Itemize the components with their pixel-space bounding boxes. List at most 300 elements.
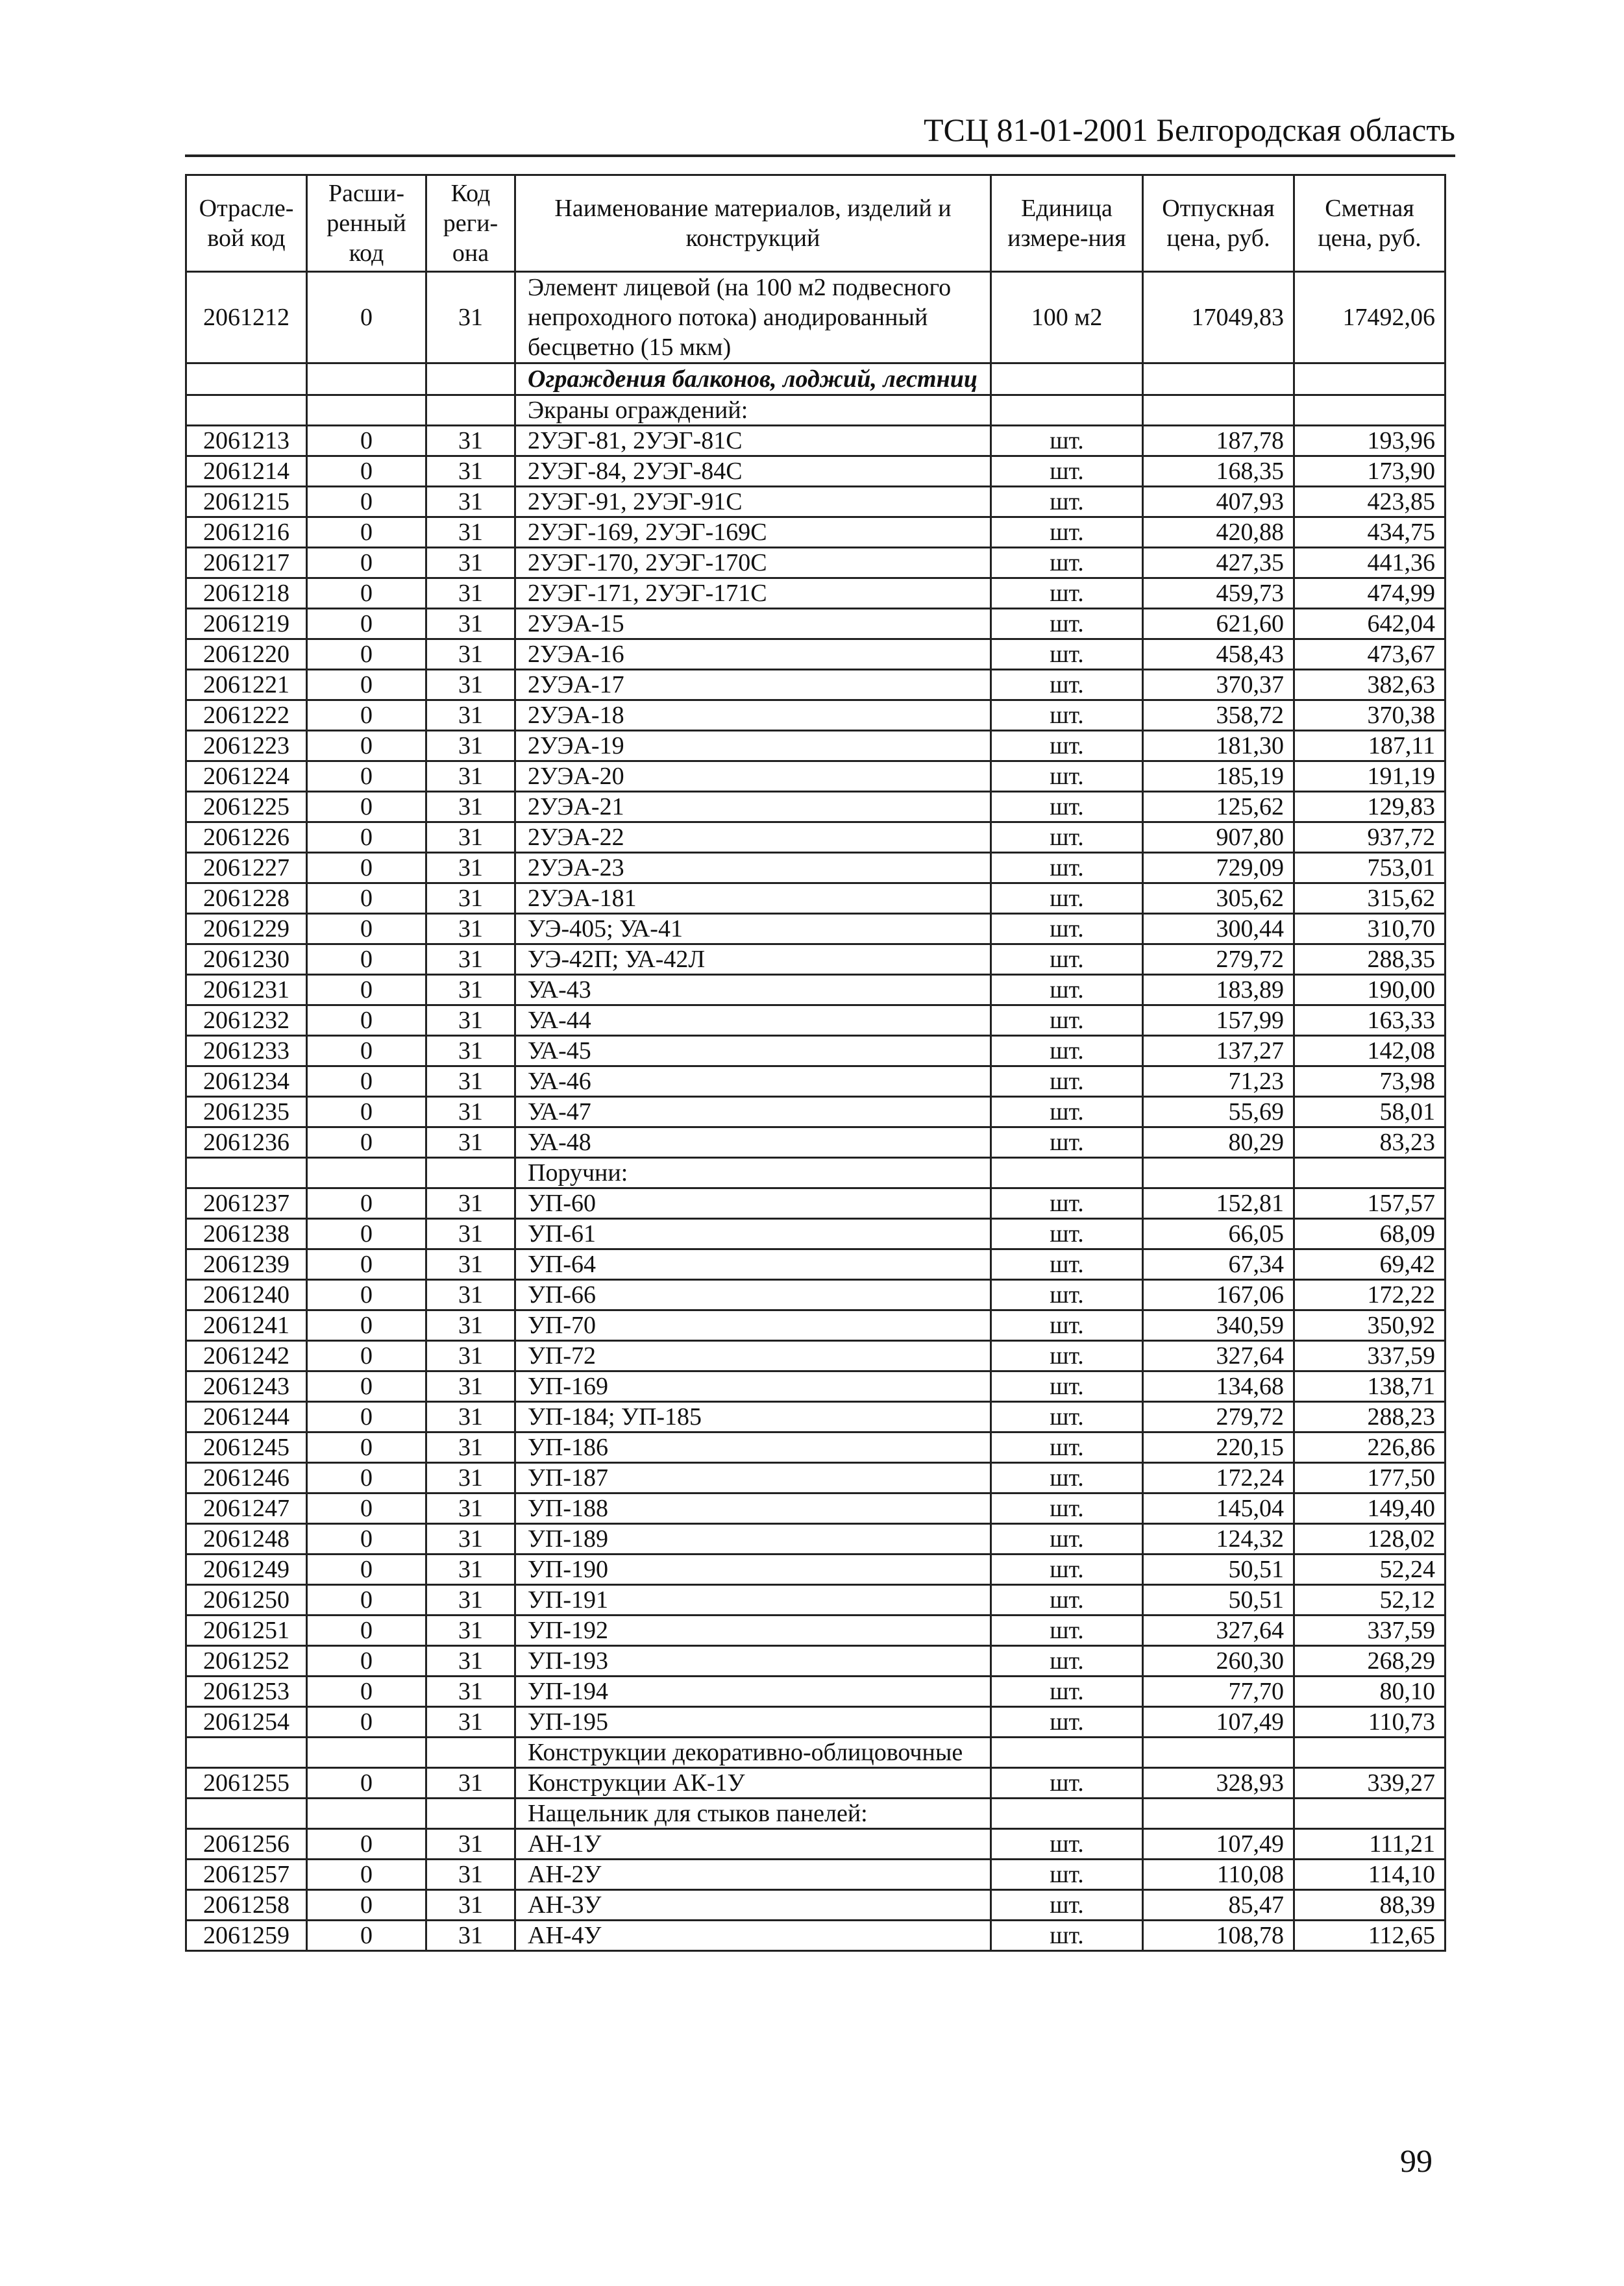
- table-row: [186, 1341, 1446, 1371]
- industry-code-cell: 2061240: [186, 1280, 307, 1310]
- empty-cell: [1294, 363, 1446, 395]
- unit-cell: шт.: [991, 792, 1143, 822]
- industry-code-cell: 2061256: [186, 1829, 307, 1860]
- release-price-cell: 125,62: [1143, 792, 1294, 822]
- region-code-cell: 31: [426, 731, 515, 761]
- item-name-cell: УЭ-405; УА-41: [515, 914, 991, 944]
- item-name-cell: 2УЭГ-171, 2УЭГ-171С: [515, 578, 991, 609]
- unit-cell: шт.: [991, 1646, 1143, 1677]
- extended-code-cell: 0: [307, 700, 426, 731]
- extended-code-cell: 0: [307, 1677, 426, 1707]
- region-code-cell: 31: [426, 1463, 515, 1493]
- table-row: [186, 1524, 1446, 1555]
- industry-code-cell: 2061242: [186, 1341, 307, 1371]
- industry-code-cell: 2061241: [186, 1310, 307, 1341]
- estimate-price-cell: 69,42: [1294, 1249, 1446, 1280]
- table-row: [186, 1768, 1446, 1799]
- region-code-cell: 31: [426, 1890, 515, 1921]
- item-name-cell: УА-46: [515, 1066, 991, 1097]
- table-row: [186, 1280, 1446, 1310]
- industry-code-cell: 2061215: [186, 487, 307, 517]
- item-name-cell: УП-189: [515, 1524, 991, 1555]
- extended-code-cell: 0: [307, 670, 426, 700]
- empty-cell: [307, 1158, 426, 1188]
- table-row: [186, 822, 1446, 853]
- empty-cell: [1294, 1158, 1446, 1188]
- estimate-price-cell: 17492,06: [1294, 272, 1446, 363]
- item-name-cell: УА-48: [515, 1127, 991, 1158]
- region-code-cell: 31: [426, 1249, 515, 1280]
- table-row: [186, 792, 1446, 822]
- release-price-cell: 55,69: [1143, 1097, 1294, 1127]
- table-row: [186, 1555, 1446, 1585]
- release-price-cell: 305,62: [1143, 883, 1294, 914]
- region-code-cell: 31: [426, 944, 515, 975]
- empty-cell: [991, 395, 1143, 426]
- extended-code-cell: 0: [307, 1097, 426, 1127]
- industry-code-cell: 2061232: [186, 1005, 307, 1036]
- subheading-row: [186, 1799, 1446, 1829]
- table-row: [186, 487, 1446, 517]
- unit-cell: шт.: [991, 609, 1143, 639]
- empty-cell: [307, 1799, 426, 1829]
- empty-cell: [307, 395, 426, 426]
- unit-cell: шт.: [991, 1616, 1143, 1646]
- release-price-cell: 17049,83: [1143, 272, 1294, 363]
- release-price-cell: 110,08: [1143, 1860, 1294, 1890]
- extended-code-cell: 0: [307, 1219, 426, 1249]
- unit-cell: шт.: [991, 1371, 1143, 1402]
- region-code-cell: 31: [426, 426, 515, 456]
- region-code-cell: 31: [426, 1555, 515, 1585]
- table-row: [186, 1127, 1446, 1158]
- industry-code-cell: 2061236: [186, 1127, 307, 1158]
- estimate-price-cell: 88,39: [1294, 1890, 1446, 1921]
- table-row: [186, 1249, 1446, 1280]
- table-row: [186, 1646, 1446, 1677]
- industry-code-cell: 2061237: [186, 1188, 307, 1219]
- unit-cell: шт.: [991, 517, 1143, 548]
- industry-code-cell: 2061234: [186, 1066, 307, 1097]
- estimate-price-cell: 83,23: [1294, 1127, 1446, 1158]
- estimate-price-cell: 370,38: [1294, 700, 1446, 731]
- extended-code-cell: 0: [307, 639, 426, 670]
- region-code-cell: 31: [426, 456, 515, 487]
- extended-code-cell: 0: [307, 822, 426, 853]
- column-header-unit: Единица измере-ния: [991, 175, 1143, 272]
- estimate-price-cell: 191,19: [1294, 761, 1446, 792]
- estimate-price-cell: 337,59: [1294, 1616, 1446, 1646]
- region-code-cell: 31: [426, 1707, 515, 1738]
- estimate-price-cell: 52,24: [1294, 1555, 1446, 1585]
- estimate-price-cell: 226,86: [1294, 1432, 1446, 1463]
- table-row: [186, 1493, 1446, 1524]
- unit-cell: шт.: [991, 1860, 1143, 1890]
- extended-code-cell: 0: [307, 1066, 426, 1097]
- table-row: [186, 1707, 1446, 1738]
- estimate-price-cell: 173,90: [1294, 456, 1446, 487]
- column-header-name: Наименование материалов, изделий и конструкций: [515, 175, 991, 272]
- release-price-cell: 172,24: [1143, 1463, 1294, 1493]
- extended-code-cell: 0: [307, 853, 426, 883]
- empty-cell: [1143, 1738, 1294, 1768]
- region-code-cell: 31: [426, 1097, 515, 1127]
- industry-code-cell: 2061221: [186, 670, 307, 700]
- industry-code-cell: 2061243: [186, 1371, 307, 1402]
- page-number: 99: [1400, 2143, 1433, 2179]
- estimate-price-cell: 190,00: [1294, 975, 1446, 1005]
- unit-cell: шт.: [991, 1768, 1143, 1799]
- extended-code-cell: 0: [307, 1493, 426, 1524]
- unit-cell: шт.: [991, 670, 1143, 700]
- estimate-price-cell: 58,01: [1294, 1097, 1446, 1127]
- extended-code-cell: 0: [307, 792, 426, 822]
- release-price-cell: 340,59: [1143, 1310, 1294, 1341]
- table-row: [186, 1585, 1446, 1616]
- industry-code-cell: 2061253: [186, 1677, 307, 1707]
- region-code-cell: 31: [426, 1280, 515, 1310]
- item-name-cell: УП-70: [515, 1310, 991, 1341]
- estimate-price-cell: 128,02: [1294, 1524, 1446, 1555]
- table-row: [186, 1310, 1446, 1341]
- extended-code-cell: 0: [307, 1524, 426, 1555]
- table-row: [186, 1463, 1446, 1493]
- unit-cell: шт.: [991, 883, 1143, 914]
- industry-code-cell: 2061225: [186, 792, 307, 822]
- region-code-cell: 31: [426, 1829, 515, 1860]
- release-price-cell: 729,09: [1143, 853, 1294, 883]
- estimate-price-cell: 474,99: [1294, 578, 1446, 609]
- table-row: [186, 1371, 1446, 1402]
- item-name-cell: УА-43: [515, 975, 991, 1005]
- empty-cell: [186, 1738, 307, 1768]
- release-price-cell: 187,78: [1143, 426, 1294, 456]
- item-name-cell: 2УЭА-17: [515, 670, 991, 700]
- extended-code-cell: 0: [307, 883, 426, 914]
- extended-code-cell: 0: [307, 1463, 426, 1493]
- release-price-cell: 108,78: [1143, 1921, 1294, 1951]
- estimate-price-cell: 68,09: [1294, 1219, 1446, 1249]
- industry-code-cell: 2061220: [186, 639, 307, 670]
- item-name-cell: УП-195: [515, 1707, 991, 1738]
- extended-code-cell: 0: [307, 1555, 426, 1585]
- extended-code-cell: 0: [307, 1127, 426, 1158]
- industry-code-cell: 2061224: [186, 761, 307, 792]
- release-price-cell: 107,49: [1143, 1707, 1294, 1738]
- item-name-cell: УП-66: [515, 1280, 991, 1310]
- release-price-cell: 50,51: [1143, 1585, 1294, 1616]
- unit-cell: шт.: [991, 548, 1143, 578]
- release-price-cell: 80,29: [1143, 1127, 1294, 1158]
- estimate-price-cell: 73,98: [1294, 1066, 1446, 1097]
- table-row: [186, 272, 1446, 363]
- table-row: [186, 883, 1446, 914]
- industry-code-cell: 2061217: [186, 548, 307, 578]
- header-rule: [185, 154, 1455, 157]
- item-name-cell: 2УЭГ-170, 2УЭГ-170С: [515, 548, 991, 578]
- empty-cell: [1143, 1158, 1294, 1188]
- extended-code-cell: 0: [307, 1371, 426, 1402]
- item-name-cell: УП-60: [515, 1188, 991, 1219]
- table-row: [186, 1005, 1446, 1036]
- table-row: [186, 1860, 1446, 1890]
- extended-code-cell: 0: [307, 1249, 426, 1280]
- unit-cell: шт.: [991, 1310, 1143, 1341]
- unit-cell: шт.: [991, 700, 1143, 731]
- region-code-cell: 31: [426, 1341, 515, 1371]
- release-price-cell: 50,51: [1143, 1555, 1294, 1585]
- extended-code-cell: 0: [307, 1707, 426, 1738]
- unit-cell: шт.: [991, 639, 1143, 670]
- industry-code-cell: 2061216: [186, 517, 307, 548]
- table-row: [186, 1036, 1446, 1066]
- release-price-cell: 124,32: [1143, 1524, 1294, 1555]
- region-code-cell: 31: [426, 1677, 515, 1707]
- empty-cell: [991, 363, 1143, 395]
- unit-cell: шт.: [991, 975, 1143, 1005]
- unit-cell: шт.: [991, 1219, 1143, 1249]
- estimate-price-cell: 193,96: [1294, 426, 1446, 456]
- region-code-cell: 31: [426, 761, 515, 792]
- unit-cell: шт.: [991, 487, 1143, 517]
- table-row: [186, 1097, 1446, 1127]
- unit-cell: шт.: [991, 426, 1143, 456]
- table-row: [186, 761, 1446, 792]
- extended-code-cell: 0: [307, 1890, 426, 1921]
- release-price-cell: 107,49: [1143, 1829, 1294, 1860]
- industry-code-cell: 2061214: [186, 456, 307, 487]
- extended-code-cell: 0: [307, 1341, 426, 1371]
- table-row: [186, 975, 1446, 1005]
- region-code-cell: 31: [426, 1493, 515, 1524]
- item-name-cell: УП-64: [515, 1249, 991, 1280]
- unit-cell: шт.: [991, 578, 1143, 609]
- item-name-cell: 2УЭА-20: [515, 761, 991, 792]
- empty-cell: [1143, 363, 1294, 395]
- industry-code-cell: 2061250: [186, 1585, 307, 1616]
- industry-code-cell: 2061229: [186, 914, 307, 944]
- estimate-price-cell: 110,73: [1294, 1707, 1446, 1738]
- industry-code-cell: 2061228: [186, 883, 307, 914]
- table-row: [186, 1890, 1446, 1921]
- item-name-cell: УП-169: [515, 1371, 991, 1402]
- unit-cell: шт.: [991, 914, 1143, 944]
- item-name-cell: 2УЭА-19: [515, 731, 991, 761]
- industry-code-cell: 2061239: [186, 1249, 307, 1280]
- item-name-cell: АН-3У: [515, 1890, 991, 1921]
- extended-code-cell: 0: [307, 1280, 426, 1310]
- unit-cell: шт.: [991, 1921, 1143, 1951]
- release-price-cell: 621,60: [1143, 609, 1294, 639]
- industry-code-cell: 2061230: [186, 944, 307, 975]
- empty-cell: [186, 1799, 307, 1829]
- empty-cell: [1294, 395, 1446, 426]
- extended-code-cell: 0: [307, 1005, 426, 1036]
- industry-code-cell: 2061251: [186, 1616, 307, 1646]
- unit-cell: шт.: [991, 456, 1143, 487]
- region-code-cell: 31: [426, 1005, 515, 1036]
- extended-code-cell: 0: [307, 1036, 426, 1066]
- estimate-price-cell: 337,59: [1294, 1341, 1446, 1371]
- release-price-cell: 66,05: [1143, 1219, 1294, 1249]
- extended-code-cell: 0: [307, 1646, 426, 1677]
- release-price-cell: 152,81: [1143, 1188, 1294, 1219]
- estimate-price-cell: 114,10: [1294, 1860, 1446, 1890]
- region-code-cell: 31: [426, 1616, 515, 1646]
- region-code-cell: 31: [426, 1066, 515, 1097]
- industry-code-cell: 2061231: [186, 975, 307, 1005]
- extended-code-cell: 0: [307, 1768, 426, 1799]
- extended-code-cell: 0: [307, 761, 426, 792]
- release-price-cell: 458,43: [1143, 639, 1294, 670]
- table-row: [186, 914, 1446, 944]
- estimate-price-cell: 937,72: [1294, 822, 1446, 853]
- estimate-price-cell: 642,04: [1294, 609, 1446, 639]
- unit-cell: шт.: [991, 1524, 1143, 1555]
- empty-cell: [186, 1158, 307, 1188]
- table-row: [186, 578, 1446, 609]
- item-name-cell: 2УЭА-15: [515, 609, 991, 639]
- release-price-cell: 370,37: [1143, 670, 1294, 700]
- industry-code-cell: 2061245: [186, 1432, 307, 1463]
- unit-cell: шт.: [991, 1555, 1143, 1585]
- release-price-cell: 168,35: [1143, 456, 1294, 487]
- empty-cell: [1143, 395, 1294, 426]
- region-code-cell: 31: [426, 670, 515, 700]
- empty-cell: [426, 363, 515, 395]
- release-price-cell: 907,80: [1143, 822, 1294, 853]
- empty-cell: [307, 1738, 426, 1768]
- industry-code-cell: 2061246: [186, 1463, 307, 1493]
- estimate-price-cell: 80,10: [1294, 1677, 1446, 1707]
- region-code-cell: 31: [426, 639, 515, 670]
- item-name-cell: 2УЭА-21: [515, 792, 991, 822]
- industry-code-cell: 2061218: [186, 578, 307, 609]
- estimate-price-cell: 310,70: [1294, 914, 1446, 944]
- release-price-cell: 407,93: [1143, 487, 1294, 517]
- item-name-cell: УП-193: [515, 1646, 991, 1677]
- estimate-price-cell: 111,21: [1294, 1829, 1446, 1860]
- region-code-cell: 31: [426, 1432, 515, 1463]
- release-price-cell: 327,64: [1143, 1341, 1294, 1371]
- unit-cell: шт.: [991, 1677, 1143, 1707]
- table-row: [186, 1829, 1446, 1860]
- region-code-cell: 31: [426, 1310, 515, 1341]
- section-heading-row: [186, 363, 1446, 395]
- unit-cell: шт.: [991, 1432, 1143, 1463]
- item-name-cell: 2УЭГ-81, 2УЭГ-81С: [515, 426, 991, 456]
- item-name-cell: 2УЭА-181: [515, 883, 991, 914]
- table-body: [186, 272, 1446, 1951]
- extended-code-cell: 0: [307, 487, 426, 517]
- release-price-cell: 181,30: [1143, 731, 1294, 761]
- item-name-cell: УП-188: [515, 1493, 991, 1524]
- region-code-cell: 31: [426, 975, 515, 1005]
- industry-code-cell: 2061244: [186, 1402, 307, 1432]
- unit-cell: шт.: [991, 1829, 1143, 1860]
- industry-code-cell: 2061259: [186, 1921, 307, 1951]
- empty-cell: [991, 1158, 1143, 1188]
- region-code-cell: 31: [426, 1921, 515, 1951]
- item-name-cell: АН-2У: [515, 1860, 991, 1890]
- item-name-cell: УП-194: [515, 1677, 991, 1707]
- release-price-cell: 77,70: [1143, 1677, 1294, 1707]
- subheading: Поручни:: [515, 1158, 991, 1188]
- extended-code-cell: 0: [307, 1616, 426, 1646]
- unit-cell: шт.: [991, 1036, 1143, 1066]
- release-price-cell: 157,99: [1143, 1005, 1294, 1036]
- empty-cell: [1143, 1799, 1294, 1829]
- item-name-cell: 2УЭА-18: [515, 700, 991, 731]
- column-header-region-code: Код реги-она: [426, 175, 515, 272]
- subheading: Конструкции декоративно-облицовочные: [515, 1738, 991, 1768]
- unit-cell: шт.: [991, 1890, 1143, 1921]
- unit-cell: шт.: [991, 822, 1143, 853]
- table-row: [186, 548, 1446, 578]
- item-name-cell: Конструкции АК-1У: [515, 1768, 991, 1799]
- extended-code-cell: 0: [307, 548, 426, 578]
- region-code-cell: 31: [426, 1646, 515, 1677]
- item-name-cell: 2УЭА-16: [515, 639, 991, 670]
- empty-cell: [1294, 1738, 1446, 1768]
- extended-code-cell: 0: [307, 914, 426, 944]
- item-name-cell: УА-44: [515, 1005, 991, 1036]
- item-name-cell: АН-4У: [515, 1921, 991, 1951]
- release-price-cell: 134,68: [1143, 1371, 1294, 1402]
- empty-cell: [186, 363, 307, 395]
- column-header-extended-code: Расши-ренный код: [307, 175, 426, 272]
- table-row: [186, 853, 1446, 883]
- document-header: ТСЦ 81-01-2001 Белгородская область: [923, 112, 1455, 148]
- industry-code-cell: 2061255: [186, 1768, 307, 1799]
- region-code-cell: 31: [426, 548, 515, 578]
- extended-code-cell: 0: [307, 1860, 426, 1890]
- industry-code-cell: 2061249: [186, 1555, 307, 1585]
- unit-cell: шт.: [991, 1005, 1143, 1036]
- region-code-cell: 31: [426, 487, 515, 517]
- estimate-price-cell: 138,71: [1294, 1371, 1446, 1402]
- release-price-cell: 279,72: [1143, 944, 1294, 975]
- extended-code-cell: 0: [307, 1829, 426, 1860]
- release-price-cell: 427,35: [1143, 548, 1294, 578]
- extended-code-cell: 0: [307, 609, 426, 639]
- region-code-cell: 31: [426, 822, 515, 853]
- release-price-cell: 300,44: [1143, 914, 1294, 944]
- extended-code-cell: 0: [307, 731, 426, 761]
- industry-code-cell: 2061212: [186, 272, 307, 363]
- table-row: [186, 944, 1446, 975]
- item-name-cell: 2УЭГ-84, 2УЭГ-84С: [515, 456, 991, 487]
- extended-code-cell: 0: [307, 944, 426, 975]
- region-code-cell: 31: [426, 1219, 515, 1249]
- unit-cell: шт.: [991, 1707, 1143, 1738]
- table-row: [186, 1402, 1446, 1432]
- region-code-cell: 31: [426, 1127, 515, 1158]
- table-row: [186, 517, 1446, 548]
- table-row: [186, 426, 1446, 456]
- unit-cell: шт.: [991, 1341, 1143, 1371]
- release-price-cell: 420,88: [1143, 517, 1294, 548]
- estimate-price-cell: 315,62: [1294, 883, 1446, 914]
- release-price-cell: 167,06: [1143, 1280, 1294, 1310]
- price-table: [185, 174, 1446, 1952]
- empty-cell: [426, 395, 515, 426]
- extended-code-cell: 0: [307, 1432, 426, 1463]
- region-code-cell: 31: [426, 272, 515, 363]
- extended-code-cell: 0: [307, 1402, 426, 1432]
- unit-cell: шт.: [991, 1463, 1143, 1493]
- table-row: [186, 1616, 1446, 1646]
